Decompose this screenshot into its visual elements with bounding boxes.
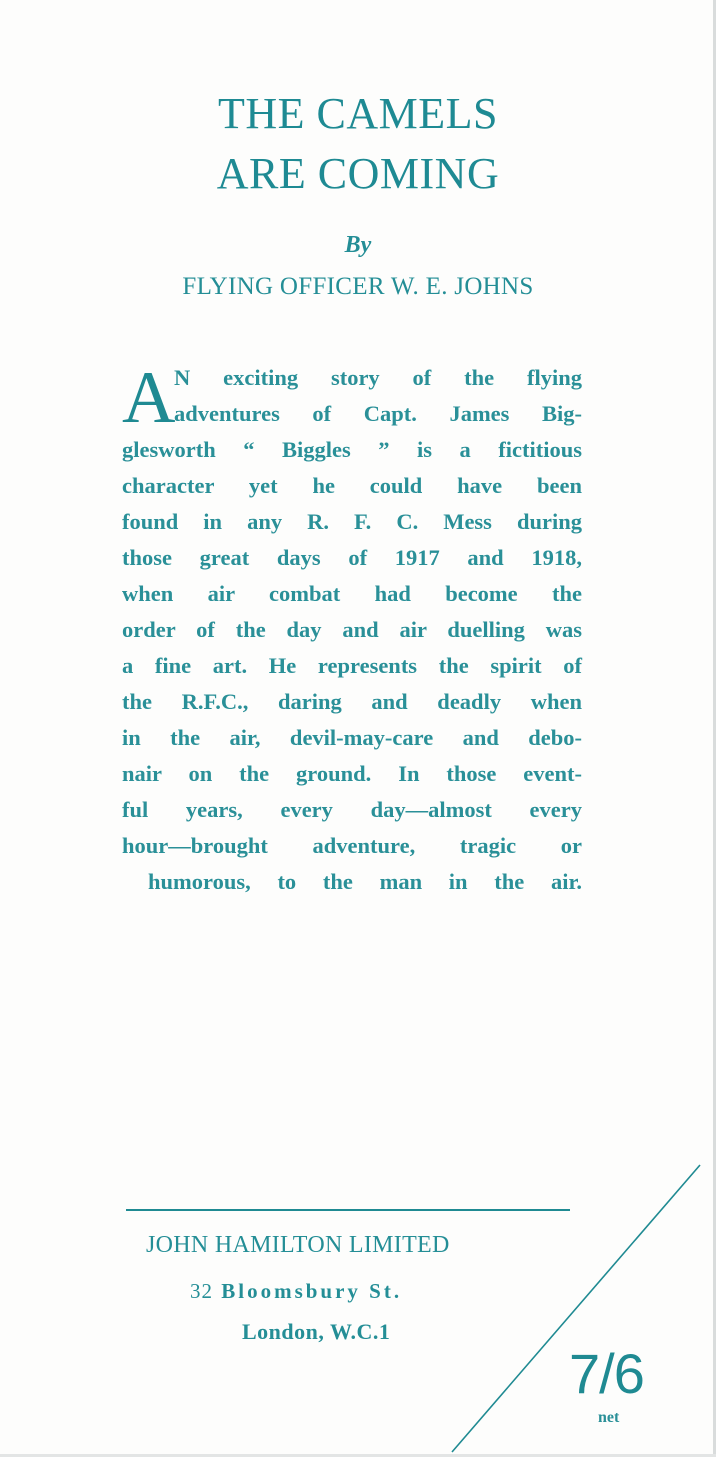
drop-cap: A — [122, 357, 176, 439]
blurb-line: a fine art. He represents the spirit of — [122, 653, 582, 678]
blurb-line: nair on the ground. In those event- — [122, 761, 582, 786]
blurb-line: those great days of 1917 and 1918, — [122, 545, 582, 570]
diagonal-line — [452, 1165, 700, 1452]
street-number: 32 — [190, 1279, 213, 1303]
blurb-line: humorous, to the man in the air. — [148, 869, 582, 894]
publisher-name: JOHN HAMILTON LIMITED — [146, 1232, 450, 1258]
blurb-line: when air combat had become the — [122, 581, 582, 606]
title-line-1: THE CAMELS — [218, 89, 498, 138]
street-name: Bloomsbury St. — [221, 1279, 403, 1303]
blurb-line: order of the day and air duelling was — [122, 617, 582, 642]
blurb-line: character yet he could have been — [122, 473, 582, 498]
blurb-line: found in any R. F. C. Mess during — [122, 509, 582, 534]
publisher-city: London, W.C.1 — [242, 1319, 391, 1344]
blurb-line: N exciting story of the flying — [174, 365, 582, 390]
blurb-line: adventures of Capt. James Big- — [174, 401, 582, 426]
by-label: By — [344, 232, 372, 258]
title-line-2: ARE COMING — [216, 149, 500, 198]
blurb-line: hour—brought adventure, tragic or — [122, 833, 582, 858]
blurb-line: glesworth “ Biggles ” is a fictitious — [122, 437, 582, 462]
price-value: 7/6 — [569, 1342, 644, 1405]
blurb-line: in the air, devil-may-care and debo- — [122, 725, 582, 750]
author-name: FLYING OFFICER W. E. JOHNS — [182, 273, 534, 300]
blurb-line: the R.F.C., daring and deadly when — [122, 689, 582, 714]
price-net-label: net — [598, 1409, 620, 1426]
blurb-line: ful years, every day—almost every — [122, 797, 582, 822]
